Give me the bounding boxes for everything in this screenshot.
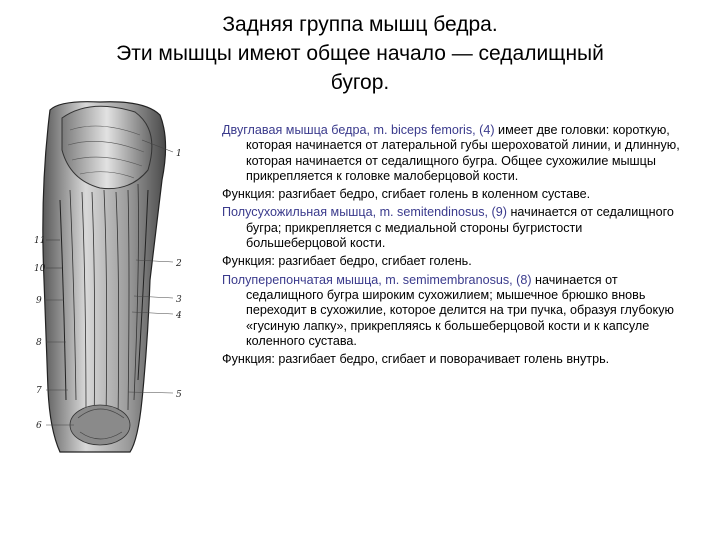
- title-line-1: Задняя группа мышц бедра.: [222, 13, 498, 36]
- paragraph-text: Функция: разгибает бедро, сгибает голень.: [222, 254, 472, 269]
- description-text: [222, 123, 682, 370]
- muscle-term: Двуглавая мышца бедра, m. biceps femoris, (4): [222, 123, 495, 137]
- muscle-term: Полусухожильная мышца, m. semitendinosus, (9): [222, 205, 507, 220]
- figure-label-8: 8: [36, 338, 42, 348]
- paragraph-text: имеет две головки: короткую, которая начинается от латеральной губы шероховатой линии, и длинную, которая начинается от седалищного бугра. Общее сухожилие мышцы прикрепляется к головке малоберцовой кости.: [246, 123, 680, 183]
- paragraph-text: начинается от седалищного бугра; прикрепляется с медиальной стороны бугристости большеберцовой кости.: [246, 205, 674, 251]
- figure-label-3: 3: [176, 295, 182, 305]
- paragraph-text: начинается от седалищного бугра широким сухожилием; мышечное брюшко вновь переходит в сухожилие, которое делится на три пучка, образуя глубокую «гусиную лапку», прикрепляясь к большеберцовой кости и к капсуле коленного сустава.: [246, 272, 674, 348]
- semitendinosus-function: [222, 254, 682, 269]
- figure-label-5: 5: [176, 390, 182, 400]
- figure-label-10: 10: [34, 264, 46, 274]
- semimembranosus-function: [222, 352, 682, 367]
- muscle-term: Полуперепончатая мышца, m. semimembranosus, (8): [222, 272, 532, 287]
- biceps-femoris-function: [222, 187, 682, 202]
- figure-label-11: 11: [34, 236, 46, 246]
- thigh-muscles-drawing: [30, 100, 210, 460]
- paragraph-text: Функция: разгибает бедро, сгибает и поворачивает голень внутрь.: [222, 352, 610, 367]
- paragraph-text: Функция: разгибает бедро, сгибает голень в коленном суставе.: [222, 187, 591, 202]
- slide-title: [40, 10, 680, 97]
- figure-label-4: 4: [176, 311, 182, 321]
- thigh-muscles-illustration: [30, 100, 210, 460]
- biceps-femoris-paragraph: [222, 123, 682, 184]
- figure-label-9: 9: [36, 296, 42, 306]
- title-line-2: Эти мышцы имеют общее начало — седалищный: [116, 42, 604, 65]
- title-line-3: бугор.: [330, 71, 390, 94]
- semimembranosus-paragraph: [222, 273, 682, 349]
- figure-label-6: 6: [36, 421, 42, 431]
- figure-label-2: 2: [176, 259, 182, 269]
- semitendinosus-paragraph: [222, 205, 682, 251]
- figure-label-1: 1: [176, 149, 182, 159]
- figure-label-7: 7: [36, 386, 42, 396]
